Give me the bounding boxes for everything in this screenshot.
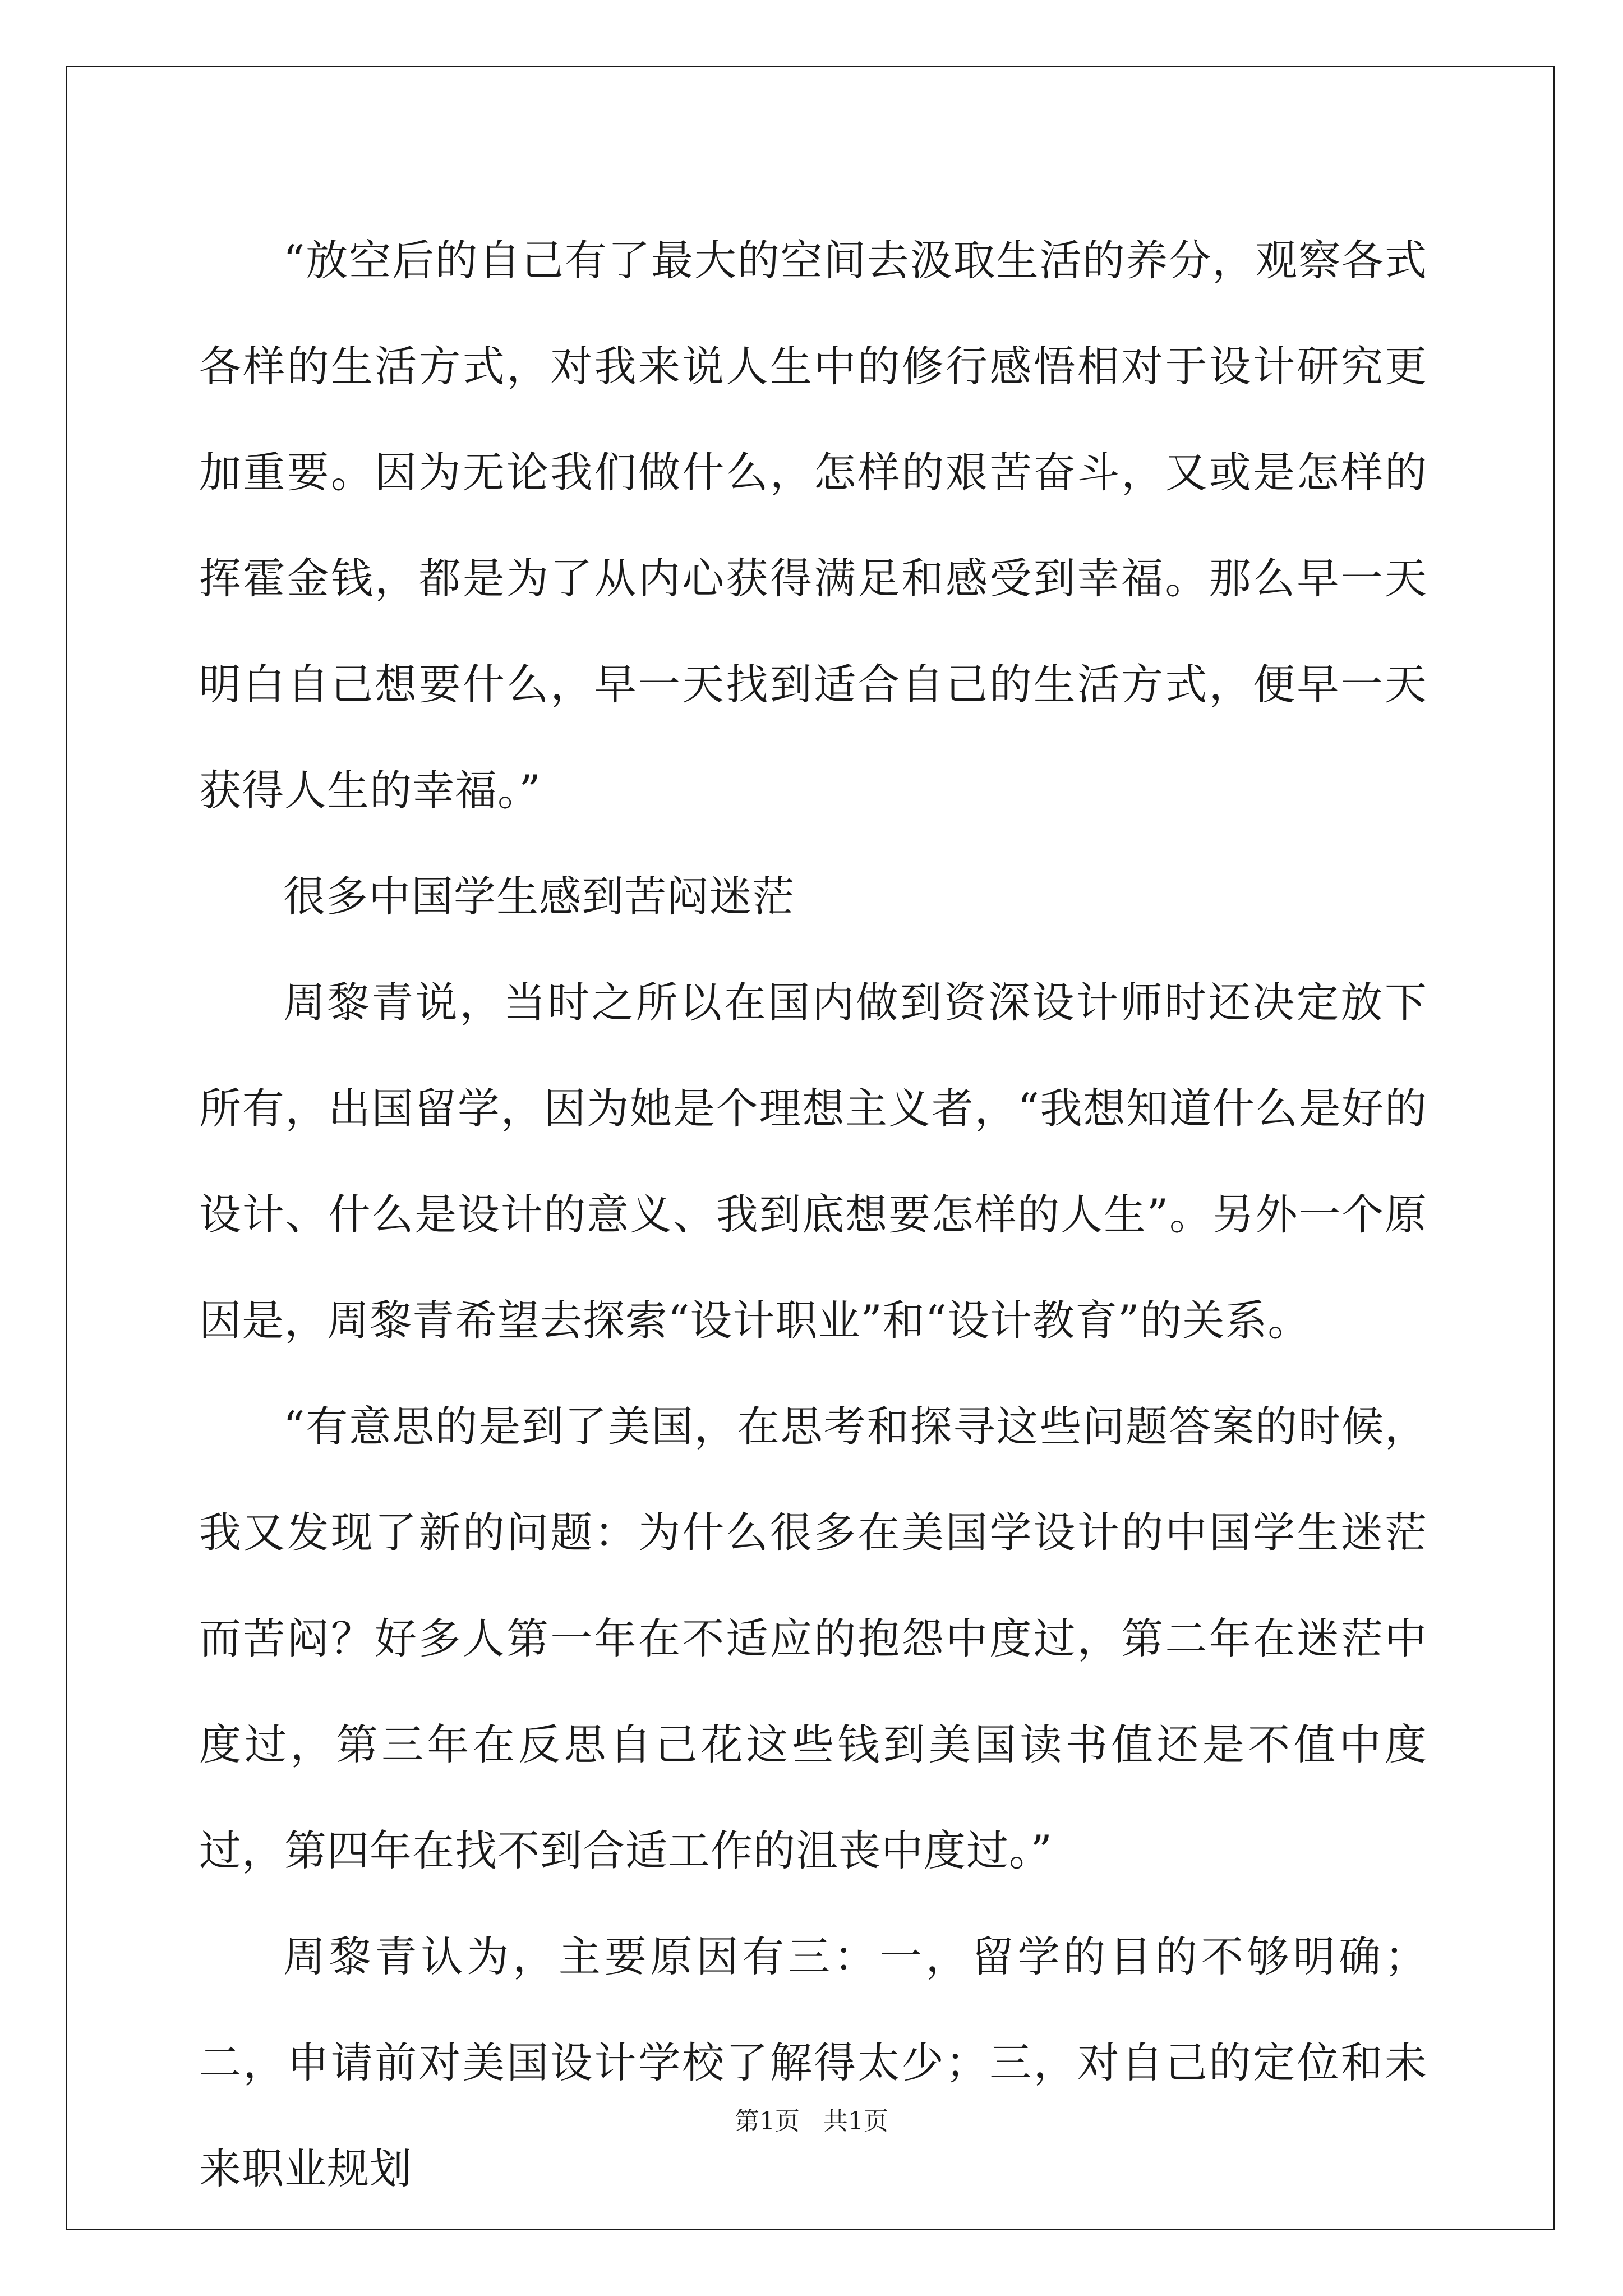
page-number: 第1页 (735, 2107, 800, 2136)
paragraph-1: “放空后的自己有了最大的空间去汲取生活的养分，观察各式各样的生活方式，对我来说人生中的修行感悟相对于设计研究更加重要。因为无论我们做什么，怎样的艰苦奋斗，又或是怎样的挥霍金钱，都是为了从内心获得满足和感受到幸福。那么早一天明白自己想要什么，早一天找到适合自己的生活方式，便早一天获得人生的幸福。” (199, 236, 1427, 815)
page-footer (0, 2101, 1623, 2137)
document-body (199, 208, 1427, 2222)
section-heading: 很多中国学生感到苦闷迷茫 (283, 872, 795, 921)
paragraph-2: 周黎青说，当时之所以在国内做到资深设计师时还决定放下所有，出国留学，因为她是个理想主义者，“我想知道什么是好的设计、什么是设计的意义、我到底想要怎样的人生”。另外一个原因是，周黎青希望去探索“设计职业”和“设计教育”的关系。 (199, 978, 1427, 1345)
page-total: 共1页 (823, 2107, 888, 2136)
paragraph-4: 周黎青认为，主要原因有三：一，留学的目的不够明确；二，申请前对美国设计学校了解得太少；三，对自己的定位和未来职业规划 (199, 1932, 1427, 2193)
paragraph-3: “有意思的是到了美国，在思考和探寻这些问题答案的时候，我又发现了新的问题：为什么很多在美国学设计的中国学生迷茫而苦闷？好多人第一年在不适应的抱怨中度过，第二年在迷茫中度过，第三年在反思自己花这些钱到美国读书值还是不值中度过，第四年在找不到合适工作的沮丧中度过。” (199, 1402, 1427, 1875)
